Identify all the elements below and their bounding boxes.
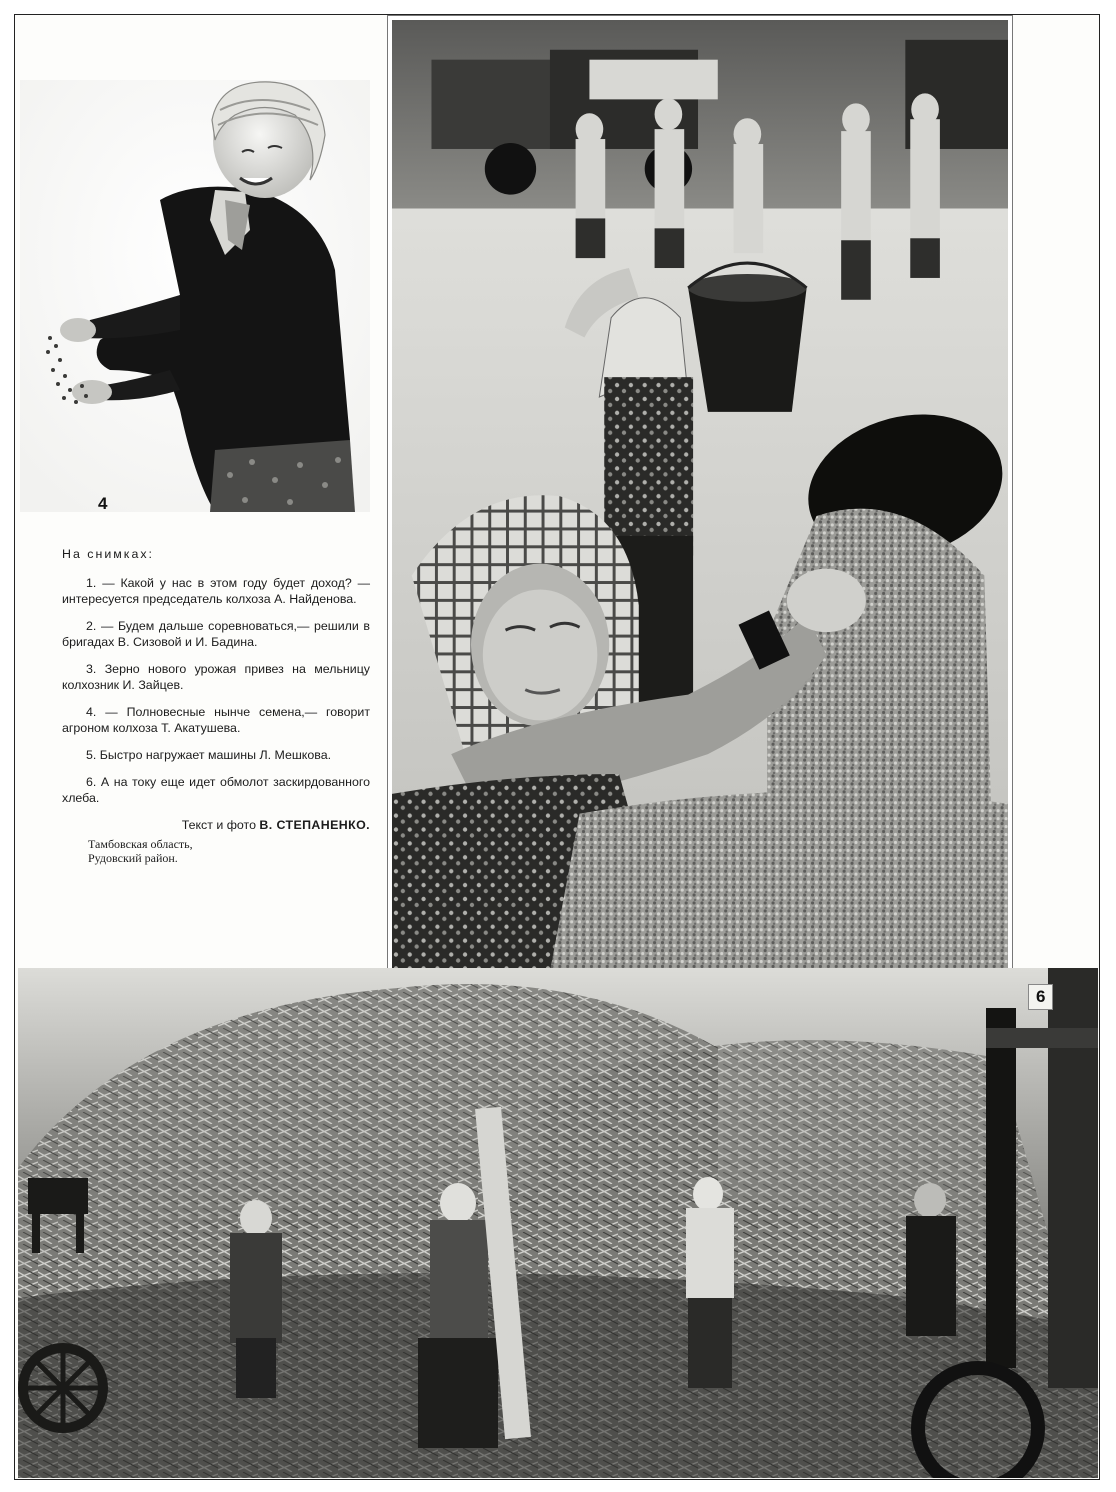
credit-prefix: Текст и фото (181, 818, 256, 832)
region-line-1: Тамбовская область, (88, 837, 193, 851)
caption-block (62, 546, 370, 865)
region-line-2: Рудовский район. (88, 851, 178, 865)
caption-item-4: 4. — Полновесные нынче семена,— говорит агроном колхоза Т. Акатушева. (62, 705, 370, 735)
photo-4-image (20, 80, 370, 512)
photo-4-number: 4 (98, 494, 108, 512)
caption-item-1: 1. — Какой у нас в этом году будет доход? — интересуется председатель колхоза А. Найденова. (62, 576, 370, 606)
caption-item-6: 6. А на току еще идет обмолот заскирдованного хлеба. (62, 775, 370, 805)
caption-item-3: 3. Зерно нового урожая привез на мельницу колхозник И. Зайцев. (62, 662, 370, 692)
credit-author: В. СТЕПАНЕНКО. (259, 818, 370, 832)
caption-credit (62, 817, 370, 833)
caption-item-5: 5. Быстро нагружает машины Л. Мешкова. (86, 748, 332, 762)
photo-6-number: 6 (1028, 984, 1053, 1010)
photo-6 (18, 968, 1098, 1478)
photo-5 (388, 16, 1012, 1028)
photo-6-image (18, 968, 1098, 1478)
photo-4 (20, 80, 370, 512)
caption-heading: На снимках: (62, 547, 154, 561)
caption-item-2: 2. — Будем дальше соревноваться,— решили в бригадах В. Сизовой и И. Бадина. (62, 619, 370, 649)
photo-5-image (392, 20, 1008, 1024)
